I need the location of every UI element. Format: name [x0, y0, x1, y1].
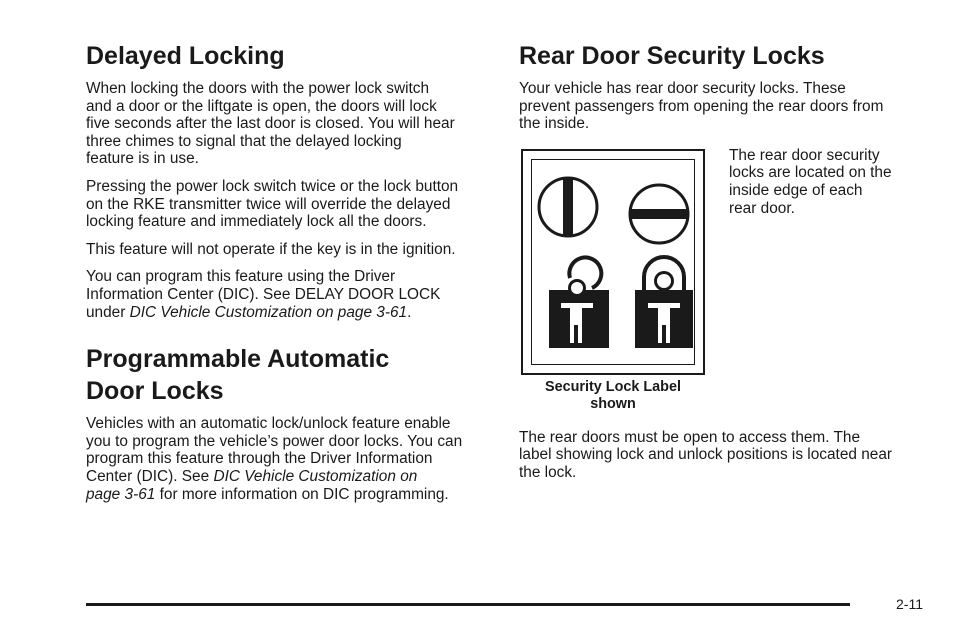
heading-delayed-locking: Delayed Locking — [86, 42, 285, 70]
paragraph-rear-door-closing — [519, 429, 919, 482]
text-fragment: under — [86, 303, 130, 321]
text-line: locks are located on the — [729, 164, 892, 182]
text-line: and a door or the liftgate is open, the doors will lock — [86, 97, 437, 115]
lock-symbols-graphic — [532, 160, 697, 367]
heading-line: Programmable Automatic — [86, 345, 390, 374]
text-line: program this feature through the Driver Information — [86, 450, 433, 468]
child-locked-padlock-icon — [635, 257, 693, 348]
text-line: Information Center (DIC). See DELAY DOOR LOCK — [86, 285, 441, 303]
text-line: label showing lock and unlock positions is located near — [519, 446, 893, 464]
text-line: prevent passengers from opening the rear doors from — [519, 97, 884, 115]
left-column — [86, 40, 486, 513]
text-line: the inside. — [519, 115, 590, 133]
text-line: locking feature and immediately lock all the doors. — [86, 213, 427, 231]
paragraph-lock-location — [729, 147, 929, 217]
text-line: on the RKE transmitter twice will override the delayed — [86, 195, 451, 213]
footer-divider — [86, 603, 850, 606]
text-line — [86, 468, 486, 486]
text-line: The rear doors must be open to access them. The — [519, 428, 861, 446]
security-lock-figure — [519, 147, 919, 429]
text-fragment: Center (DIC). See — [86, 467, 214, 485]
figure-caption — [519, 379, 707, 413]
paragraph-delayed-locking-1 — [86, 80, 486, 168]
text-line — [86, 304, 486, 322]
text-line: five seconds after the last door is closed. You will hear — [86, 115, 455, 133]
text-fragment: for more information on DIC programming. — [155, 485, 449, 503]
paragraph-delayed-locking-2 — [86, 178, 486, 231]
text-fragment: . — [407, 303, 412, 321]
text-line: inside edge of each — [729, 181, 863, 199]
paragraph-programmable — [86, 415, 486, 503]
paragraph-delayed-locking-4 — [86, 268, 486, 321]
text-line — [86, 486, 486, 504]
right-column — [519, 40, 919, 492]
text-line: Pressing the power lock switch twice or the lock button — [86, 177, 459, 195]
caption-line: shown — [590, 395, 636, 412]
paragraph-delayed-locking-3: This feature will not operate if the key is in the ignition. — [86, 240, 456, 258]
label-inner-frame — [531, 159, 695, 365]
text-line: The rear door security — [729, 146, 880, 164]
lock-slot-icon — [630, 185, 688, 243]
security-lock-label-illustration — [521, 149, 705, 375]
child-unlocked-padlock-icon — [549, 257, 609, 348]
cross-reference-link[interactable]: page 3-61 — [86, 485, 156, 503]
paragraph-rear-door-intro — [519, 80, 919, 133]
text-line: rear door. — [729, 199, 795, 217]
heading-programmable-automatic-door-locks — [86, 343, 486, 407]
text-line: feature is in use. — [86, 150, 199, 168]
cross-reference-link[interactable]: DIC Vehicle Customization on page 3-61 — [129, 303, 408, 321]
heading-rear-door-security-locks: Rear Door Security Locks — [519, 42, 825, 70]
heading-line: Door Locks — [86, 377, 224, 406]
unlock-slot-icon — [539, 178, 597, 236]
page-number: 2-11 — [896, 596, 923, 612]
text-line: You can program this feature using the Driver — [86, 268, 396, 286]
text-line: you to program the vehicle’s power door locks. You can — [86, 432, 463, 450]
text-line: the lock. — [519, 463, 577, 481]
caption-line: Security Lock Label — [545, 378, 681, 395]
text-line: three chimes to signal that the delayed locking — [86, 132, 402, 150]
text-line: When locking the doors with the power lock switch — [86, 80, 430, 97]
text-line: Vehicles with an automatic lock/unlock feature enable — [86, 415, 451, 433]
cross-reference-link[interactable]: DIC Vehicle Customization on — [213, 467, 418, 485]
text-line: Your vehicle has rear door security locks. These — [519, 80, 846, 97]
